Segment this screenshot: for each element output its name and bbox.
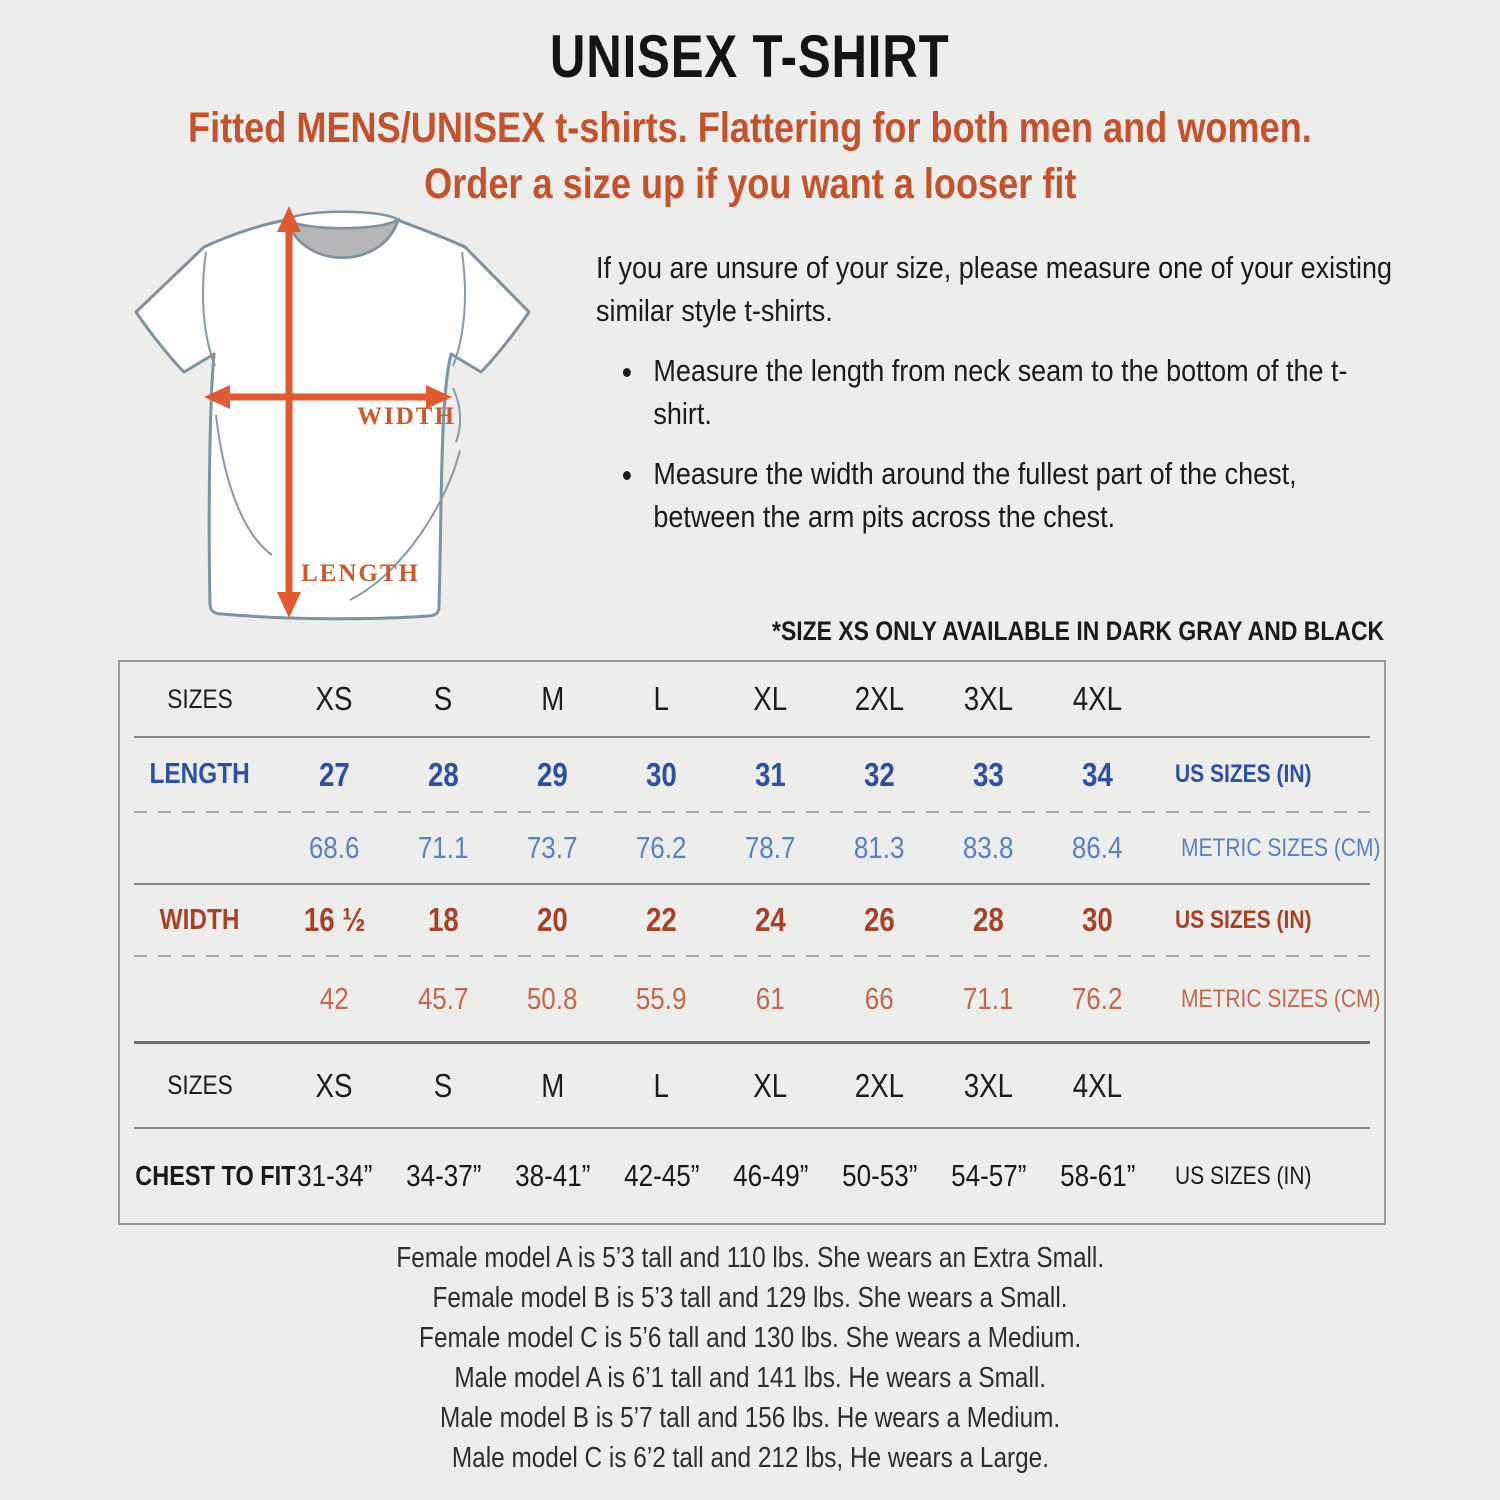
size-cell: 3XL bbox=[963, 1066, 1014, 1104]
value-cell: 76.2 bbox=[636, 830, 687, 865]
size-cell: XL bbox=[753, 1066, 788, 1104]
instructions-intro: If you are unsure of your size, please measure one of your existing similar style t-shirts. bbox=[596, 250, 1393, 329]
size-cell: 4XL bbox=[1072, 680, 1123, 717]
width-measure-label: WIDTH bbox=[357, 403, 456, 430]
value-cell: 28 bbox=[428, 755, 459, 793]
instructions-list bbox=[596, 349, 1405, 539]
row-label: CHEST TO FIT bbox=[135, 1160, 296, 1191]
length-measure-label: LENGTH bbox=[301, 560, 420, 587]
model-info-line: Female model A is 5’3 tall and 110 lbs. She wears an Extra Small. bbox=[396, 1242, 1104, 1274]
value-cell: 30 bbox=[1082, 901, 1113, 938]
table-row-width-us bbox=[120, 885, 1384, 955]
table-row-chest-to-fit bbox=[120, 1129, 1384, 1223]
value-cell: 42 bbox=[320, 981, 349, 1016]
row-label: WIDTH bbox=[160, 903, 240, 936]
unit-cell: METRIC SIZES (CM) bbox=[1181, 833, 1381, 862]
value-cell: 45.7 bbox=[418, 981, 469, 1016]
value-cell: 83.8 bbox=[963, 830, 1014, 865]
model-info-line: Male model A is 6’1 tall and 141 lbs. He wears a Small. bbox=[454, 1362, 1046, 1394]
value-cell: 54-57” bbox=[950, 1158, 1027, 1193]
table-row-sizes-header bbox=[120, 662, 1384, 736]
xs-availability-note: *SIZE XS ONLY AVAILABLE IN DARK GRAY AND BLACK bbox=[771, 616, 1384, 646]
value-cell: 27 bbox=[319, 755, 350, 793]
page-title-text: UNISEX T-SHIRT bbox=[550, 23, 950, 90]
value-cell: 73.7 bbox=[527, 830, 578, 865]
value-cell: 68.6 bbox=[309, 830, 360, 865]
size-cell: XS bbox=[316, 680, 353, 717]
size-cell: 3XL bbox=[963, 680, 1014, 717]
value-cell: 50-53” bbox=[841, 1158, 918, 1193]
value-cell: 20 bbox=[537, 901, 568, 938]
table-row-sizes-repeat bbox=[120, 1044, 1384, 1127]
value-cell: 34 bbox=[1082, 755, 1113, 793]
size-cell: 4XL bbox=[1072, 1066, 1123, 1104]
value-cell: 33 bbox=[973, 755, 1004, 793]
unit-cell: US SIZES (IN) bbox=[1175, 905, 1312, 934]
unit-cell: US SIZES (IN) bbox=[1175, 760, 1312, 788]
size-cell: L bbox=[653, 680, 670, 717]
value-cell: 38-41” bbox=[514, 1158, 591, 1193]
value-cell: 78.7 bbox=[745, 830, 796, 865]
value-cell: 29 bbox=[537, 755, 568, 793]
size-cell: M bbox=[540, 1066, 565, 1104]
value-cell: 58-61” bbox=[1059, 1158, 1136, 1193]
value-cell: 71.1 bbox=[418, 830, 469, 865]
value-cell: 32 bbox=[864, 755, 895, 793]
value-cell: 24 bbox=[755, 901, 786, 938]
size-cell: M bbox=[540, 680, 565, 717]
value-cell: 86.4 bbox=[1072, 830, 1123, 865]
value-cell: 28 bbox=[973, 901, 1004, 938]
size-cell: S bbox=[434, 1066, 453, 1104]
value-cell: 50.8 bbox=[527, 981, 578, 1016]
subtitle-line-2: Order a size up if you want a looser fit bbox=[423, 160, 1077, 208]
row-label: LENGTH bbox=[149, 758, 251, 790]
value-cell: 71.1 bbox=[963, 981, 1014, 1016]
value-cell: 55.9 bbox=[636, 981, 687, 1016]
row-label: SIZES bbox=[167, 1070, 233, 1100]
size-cell: 2XL bbox=[854, 1066, 905, 1104]
size-cell: L bbox=[653, 1066, 670, 1104]
value-cell: 34-37” bbox=[405, 1158, 482, 1193]
model-info-line: Male model C is 6’2 tall and 212 lbs, He wears a Large. bbox=[451, 1442, 1049, 1474]
size-cell: XL bbox=[753, 680, 788, 717]
value-cell: 18 bbox=[428, 901, 459, 938]
table-row-length-metric bbox=[120, 813, 1384, 883]
model-info-line: Female model C is 5’6 tall and 130 lbs. She wears a Medium. bbox=[418, 1322, 1082, 1354]
subtitle-line-1: Fitted MENS/UNISEX t-shirts. Flattering for both men and women. bbox=[188, 104, 1312, 152]
table-row-length-us bbox=[120, 738, 1384, 811]
page-title bbox=[0, 22, 1500, 91]
size-chart-table bbox=[118, 660, 1386, 1225]
value-cell: 46-49” bbox=[732, 1158, 809, 1193]
tshirt-diagram bbox=[120, 200, 570, 630]
value-cell: 66 bbox=[865, 981, 894, 1016]
unit-cell: METRIC SIZES (CM) bbox=[1181, 984, 1381, 1013]
size-cell: 2XL bbox=[854, 680, 905, 717]
value-cell: 81.3 bbox=[854, 830, 905, 865]
instruction-item: • Measure the width around the fullest part of the chest, between the arm pits across the chest. bbox=[645, 452, 1405, 539]
measuring-instructions bbox=[596, 246, 1405, 554]
row-label: SIZES bbox=[167, 683, 233, 714]
tshirt-body bbox=[136, 220, 529, 619]
instruction-item: • Measure the length from neck seam to the bottom of the t-shirt. bbox=[645, 349, 1405, 436]
unit-cell: US SIZES (IN) bbox=[1175, 1161, 1312, 1190]
value-cell: 31 bbox=[755, 755, 786, 793]
value-cell: 26 bbox=[864, 901, 895, 938]
value-cell: 76.2 bbox=[1072, 981, 1123, 1016]
value-cell: 30 bbox=[646, 755, 677, 793]
value-cell: 16 ½ bbox=[303, 901, 366, 938]
value-cell: 31-34” bbox=[296, 1158, 373, 1193]
value-cell: 22 bbox=[646, 901, 677, 938]
model-info bbox=[0, 1238, 1500, 1478]
value-cell: 61 bbox=[756, 981, 785, 1016]
model-info-line: Female model B is 5’3 tall and 129 lbs. She wears a Small. bbox=[432, 1282, 1068, 1314]
size-cell: XS bbox=[316, 1066, 353, 1104]
table-row-width-metric bbox=[120, 957, 1384, 1041]
value-cell: 42-45” bbox=[623, 1158, 700, 1193]
size-cell: S bbox=[434, 680, 453, 717]
model-info-line: Male model B is 5’7 tall and 156 lbs. He wears a Medium. bbox=[439, 1402, 1061, 1434]
